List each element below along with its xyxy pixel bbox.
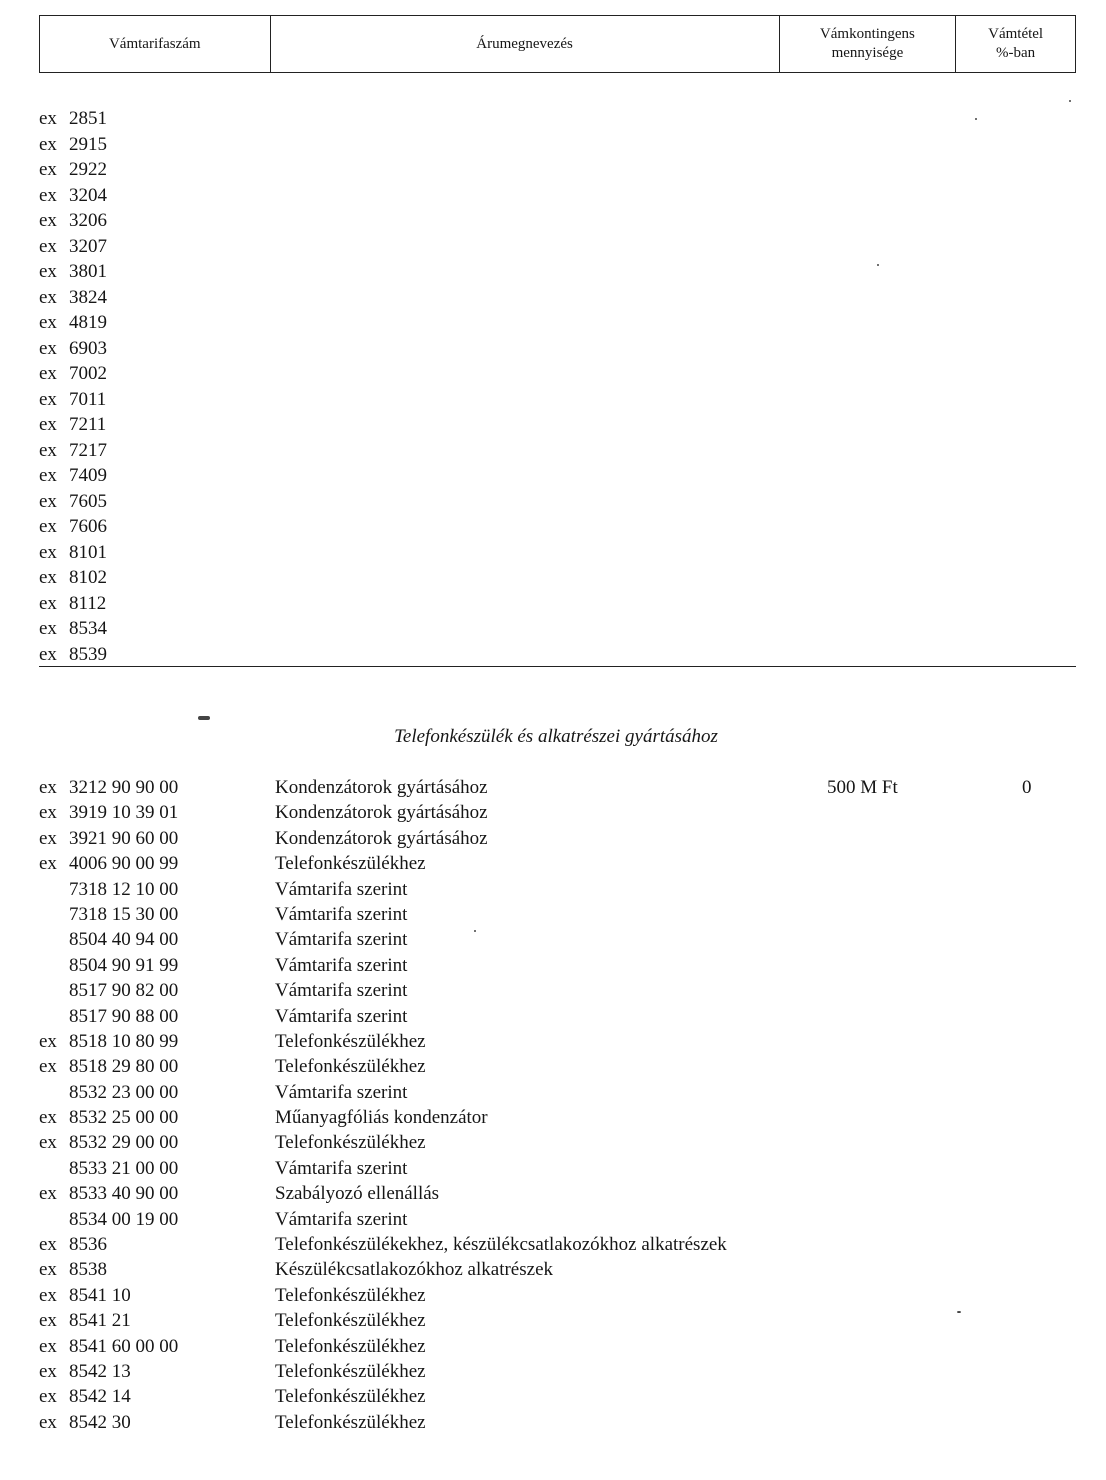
scan-speck (198, 716, 210, 720)
tariff-code: 8102 (69, 567, 107, 588)
item-description: Telefonkészülékhez (275, 1132, 426, 1154)
ex-prefix: ex (39, 1335, 57, 1357)
tariff-code: 8538 (69, 1259, 107, 1281)
ex-prefix: ex (39, 516, 57, 537)
tariff-code: 8101 (69, 541, 107, 563)
ex-prefix: ex (39, 827, 57, 849)
ex-prefix: ex (39, 210, 57, 231)
ex-prefix: ex (39, 541, 57, 563)
ex-prefix: ex (39, 465, 57, 486)
ex-prefix: ex (39, 643, 57, 665)
table-row (39, 1130, 1076, 1155)
table-row (39, 953, 1076, 978)
ex-prefix: ex (39, 853, 57, 875)
list-item (39, 463, 107, 489)
table-row (39, 1054, 1076, 1079)
tariff-code: 7002 (69, 363, 107, 384)
tariff-code: 3824 (69, 286, 107, 308)
tariff-code: 6903 (69, 337, 107, 359)
item-description: Vámtarifa szerint (275, 1005, 408, 1027)
ex-prefix: ex (39, 414, 57, 435)
tariff-code: 8541 60 00 00 (69, 1335, 179, 1357)
list-item (39, 106, 107, 132)
tariff-code: 8533 40 90 00 (69, 1183, 179, 1205)
tariff-code: 3204 (69, 184, 107, 206)
tariff-code: 7409 (69, 465, 107, 486)
list-item (39, 157, 107, 183)
ex-prefix: ex (39, 1183, 57, 1205)
tariff-code: 7211 (69, 414, 107, 435)
table-row (39, 1232, 1076, 1257)
table-row (39, 1384, 1076, 1409)
tariff-code: 7318 12 10 00 (69, 878, 179, 900)
list-item (39, 234, 107, 260)
list-item (39, 616, 107, 642)
list-item (39, 438, 107, 464)
list-item (39, 361, 107, 387)
tariff-code: 8536 (69, 1234, 107, 1256)
table-row (39, 877, 1076, 902)
tariff-code: 2915 (69, 133, 107, 155)
item-description: Vámtarifa szerint (275, 980, 408, 1002)
tariff-code: 8504 90 91 99 (69, 954, 179, 976)
tariff-code: 7217 (69, 439, 107, 461)
list-item (39, 412, 107, 438)
scan-speck (877, 264, 879, 266)
item-description: Vámtarifa szerint (275, 878, 408, 900)
tariff-code: 7606 (69, 516, 107, 537)
list-item (39, 285, 107, 311)
list-item (39, 514, 107, 540)
ex-prefix: ex (39, 1360, 57, 1382)
section-title: Telefonkészülék és alkatrészei gyártásához (394, 726, 718, 747)
tariff-code: 4819 (69, 312, 107, 333)
table-row (39, 1283, 1076, 1308)
scan-speck (1069, 100, 1071, 102)
tariff-code: 3801 (69, 261, 107, 282)
tariff-list-general (39, 106, 107, 667)
item-description: Vámtarifa szerint (275, 1208, 408, 1230)
item-description: Szabályozó ellenállás (275, 1183, 440, 1205)
table-row (39, 1105, 1076, 1130)
quota-amount: 500 M Ft (827, 777, 898, 798)
tariff-code: 3206 (69, 210, 107, 231)
item-description: Műanyagfóliás kondenzátor (275, 1107, 488, 1129)
table-row (39, 1029, 1076, 1054)
item-description: Telefonkészülékhez (275, 1310, 426, 1332)
ex-prefix: ex (39, 490, 57, 512)
table-row (39, 800, 1076, 825)
tariff-code: 8518 10 80 99 (69, 1030, 179, 1052)
item-description: Készülékcsatlakozókhoz alkatrészek (275, 1259, 554, 1281)
tariff-code: 8517 90 82 00 (69, 980, 179, 1002)
table-row (39, 826, 1076, 851)
tariff-code: 8112 (69, 592, 107, 614)
scan-speck (957, 1311, 961, 1313)
section-divider (39, 666, 1076, 667)
item-description: Telefonkészülékhez (275, 1360, 426, 1382)
list-item (39, 259, 107, 285)
list-item (39, 540, 107, 566)
list-item (39, 387, 107, 413)
ex-prefix: ex (39, 1310, 57, 1332)
ex-prefix: ex (39, 777, 57, 798)
table-row (39, 978, 1076, 1003)
item-description: Telefonkészülékekhez, készülékcsatlakozókhoz alkatrészek (275, 1234, 727, 1256)
table-row (39, 1080, 1076, 1105)
tariff-code: 8534 (69, 618, 107, 639)
table-row (39, 1156, 1076, 1181)
tariff-code: 8542 13 (69, 1360, 131, 1382)
ex-prefix: ex (39, 567, 57, 588)
tariff-code: 8518 29 80 00 (69, 1056, 179, 1078)
table-row (39, 902, 1076, 927)
ex-prefix: ex (39, 108, 57, 129)
item-description: Vámtarifa szerint (275, 903, 408, 925)
ex-prefix: ex (39, 1259, 57, 1281)
ex-prefix: ex (39, 1234, 57, 1256)
ex-prefix: ex (39, 312, 57, 333)
table-row (39, 1181, 1076, 1206)
ex-prefix: ex (39, 1132, 57, 1154)
scan-speck (975, 118, 977, 120)
tariff-code: 8504 40 94 00 (69, 929, 179, 951)
tariff-code: 3207 (69, 235, 107, 257)
duty-rate: 0 (1022, 777, 1032, 798)
header-tariff-number: Vámtarifaszám (40, 16, 271, 72)
tariff-code: 8517 90 88 00 (69, 1005, 179, 1027)
list-item (39, 642, 107, 668)
tariff-code: 4006 90 00 99 (69, 853, 179, 875)
list-item (39, 591, 107, 617)
item-description: Telefonkészülékhez (275, 1056, 426, 1078)
header-duty-rate: Vámtétel %-ban (988, 26, 1044, 61)
item-description: Kondenzátorok gyártásához (275, 827, 488, 849)
item-description: Vámtarifa szerint (275, 929, 408, 951)
tariff-code: 8532 23 00 00 (69, 1081, 179, 1103)
table-row (39, 1410, 1076, 1435)
ex-prefix: ex (39, 592, 57, 614)
list-item (39, 489, 107, 515)
list-item (39, 132, 107, 158)
table-row (39, 1004, 1076, 1029)
item-description: Vámtarifa szerint (275, 954, 408, 976)
tariff-code: 7011 (69, 388, 107, 410)
item-description: Kondenzátorok gyártásához (275, 802, 488, 824)
header-quota: Vámkontingens mennyisége (780, 16, 957, 72)
ex-prefix: ex (39, 261, 57, 282)
ex-prefix: ex (39, 337, 57, 359)
header-description: Árumegnevezés (271, 16, 780, 72)
tariff-code: 7605 (69, 490, 107, 512)
item-description: Kondenzátorok gyártásához (275, 777, 488, 798)
tariff-code: 8542 30 (69, 1411, 131, 1433)
tariff-code: 8541 21 (69, 1310, 131, 1332)
tariff-list-telephone (39, 775, 1076, 1435)
item-description: Telefonkészülékhez (275, 1386, 426, 1408)
table-row (39, 1334, 1076, 1359)
list-item (39, 183, 107, 209)
ex-prefix: ex (39, 1107, 57, 1129)
tariff-code: 8541 10 (69, 1284, 131, 1306)
tariff-code: 8542 14 (69, 1386, 131, 1408)
tariff-code: 2922 (69, 159, 107, 180)
list-item (39, 565, 107, 591)
list-item (39, 310, 107, 336)
item-description: Telefonkészülékhez (275, 853, 426, 875)
tariff-code: 8532 29 00 00 (69, 1132, 179, 1154)
table-row (39, 1359, 1076, 1384)
ex-prefix: ex (39, 802, 57, 824)
item-description: Vámtarifa szerint (275, 1081, 408, 1103)
ex-prefix: ex (39, 184, 57, 206)
tariff-code: 7318 15 30 00 (69, 903, 179, 925)
item-description: Telefonkészülékhez (275, 1411, 426, 1433)
item-description: Vámtarifa szerint (275, 1157, 408, 1179)
ex-prefix: ex (39, 363, 57, 384)
table-header (39, 15, 1076, 73)
ex-prefix: ex (39, 618, 57, 639)
ex-prefix: ex (39, 1056, 57, 1078)
table-row (39, 851, 1076, 876)
table-row (39, 1207, 1076, 1232)
ex-prefix: ex (39, 159, 57, 180)
item-description: Telefonkészülékhez (275, 1284, 426, 1306)
ex-prefix: ex (39, 133, 57, 155)
table-row (39, 927, 1076, 952)
list-item (39, 336, 107, 362)
scan-speck (474, 930, 476, 932)
item-description: Telefonkészülékhez (275, 1030, 426, 1052)
tariff-code: 8534 00 19 00 (69, 1208, 179, 1230)
ex-prefix: ex (39, 1284, 57, 1306)
table-row (39, 775, 1076, 800)
ex-prefix: ex (39, 1411, 57, 1433)
ex-prefix: ex (39, 388, 57, 410)
tariff-code: 8539 (69, 643, 107, 665)
tariff-code: 8533 21 00 00 (69, 1157, 179, 1179)
tariff-code: 3919 10 39 01 (69, 802, 179, 824)
tariff-code: 2851 (69, 108, 107, 129)
item-description: Telefonkészülékhez (275, 1335, 426, 1357)
ex-prefix: ex (39, 439, 57, 461)
ex-prefix: ex (39, 1030, 57, 1052)
ex-prefix: ex (39, 1386, 57, 1408)
tariff-code: 3212 90 90 00 (69, 777, 179, 798)
tariff-code: 8532 25 00 00 (69, 1107, 179, 1129)
table-row (39, 1257, 1076, 1282)
ex-prefix: ex (39, 286, 57, 308)
list-item (39, 208, 107, 234)
ex-prefix: ex (39, 235, 57, 257)
tariff-code: 3921 90 60 00 (69, 827, 179, 849)
table-row (39, 1308, 1076, 1333)
